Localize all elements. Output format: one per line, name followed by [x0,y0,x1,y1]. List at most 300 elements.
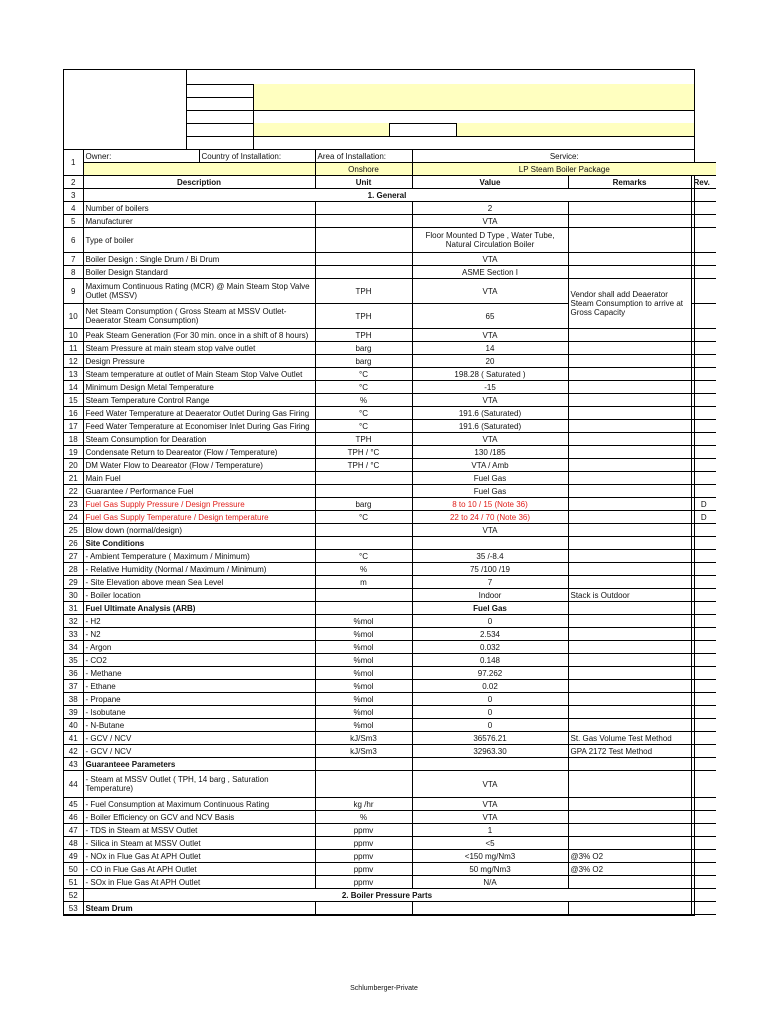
description-cell: - CO2 [83,654,315,667]
table-row [64,563,716,576]
col-unit: Unit [315,176,412,189]
row-number: 32 [64,615,83,628]
row-number: 4 [64,202,83,215]
unit-cell: ppmv [315,850,412,863]
title-row-5 [186,123,694,137]
table-row [64,798,716,811]
description-cell: - Isobutane [83,706,315,719]
row-number: 14 [64,381,83,394]
remarks-cell [568,719,691,732]
description-cell: Fuel Ultimate Analysis (ARB) [83,602,315,615]
value-cell: <150 mg/Nm3 [412,850,568,863]
row-number: 16 [64,407,83,420]
unit-cell: % [315,811,412,824]
rev-cell [691,902,716,915]
remarks-cell [568,381,691,394]
description-cell: Fuel Gas Supply Temperature / Design temperature [83,511,315,524]
remarks-cell [568,253,691,266]
row-number: 8 [64,266,83,279]
description-cell: Fuel Gas Supply Pressure / Design Pressure [83,498,315,511]
value-cell: ASME Section I [412,266,568,279]
remarks-cell [568,811,691,824]
unit-cell: barg [315,355,412,368]
description-cell: Net Steam Consumption ( Gross Steam at MSSV Outlet- Deaerator Steam Consumption) [83,304,315,329]
remarks-cell [568,902,691,915]
title-row-1 [186,70,694,85]
row-number: 1 [64,150,83,176]
value-cell: 75 /100 /19 [412,563,568,576]
unit-cell: °C [315,368,412,381]
table-row [64,824,716,837]
rev-cell [691,279,716,304]
service-value: LP Steam Boiler Package [412,163,716,176]
value-cell: 8 to 10 / 15 (Note 36) [412,498,568,511]
subsection-title: Steam Drum [83,902,315,915]
row-number: 46 [64,811,83,824]
remarks-cell [568,837,691,850]
description-cell: - Site Elevation above mean Sea Level [83,576,315,589]
row-number: 45 [64,798,83,811]
value-cell [412,758,568,771]
table-row [64,189,716,202]
unit-cell: TPH [315,304,412,329]
rev-cell [691,394,716,407]
rev-cell [691,381,716,394]
rev-cell [691,304,716,329]
row-number: 39 [64,706,83,719]
remarks-cell [568,329,691,342]
value-cell: 0 [412,615,568,628]
description-cell: DM Water Flow to Deareator (Flow / Temperature) [83,459,315,472]
rev-cell [691,550,716,563]
row-number: 25 [64,524,83,537]
row-number: 19 [64,446,83,459]
remarks-cell [568,355,691,368]
table-row [64,228,716,253]
unit-cell: %mol [315,706,412,719]
description-cell: - GCV / NCV [83,745,315,758]
value-cell: 65 [412,304,568,329]
rev-cell [691,850,716,863]
row-number: 38 [64,693,83,706]
unit-cell: ppmv [315,824,412,837]
unit-cell: %mol [315,719,412,732]
info-value-row [64,163,716,176]
unit-cell: ppmv [315,876,412,889]
rev-cell [691,228,716,253]
rev-cell [691,407,716,420]
table-row [64,407,716,420]
value-cell [412,902,568,915]
unit-cell: %mol [315,615,412,628]
table-row [64,576,716,589]
table-row [64,472,716,485]
remarks-cell [568,876,691,889]
row-number: 37 [64,680,83,693]
remarks-cell [568,420,691,433]
remarks-cell [568,654,691,667]
value-cell: 1 [412,824,568,837]
description-cell: - N-Butane [83,719,315,732]
table-row [64,771,716,798]
value-cell [412,537,568,550]
row-number: 31 [64,602,83,615]
description-cell: Manufacturer [83,215,315,228]
col-remarks: Remarks [568,176,691,189]
table-row [64,498,716,511]
rev-cell [691,602,716,615]
unit-cell [315,758,412,771]
remarks-cell [568,368,691,381]
row-number: 27 [64,550,83,563]
value-cell: 0 [412,706,568,719]
unit-cell: %mol [315,628,412,641]
row-number: 22 [64,485,83,498]
row-number: 44 [64,771,83,798]
col-description: Description [83,176,315,189]
table-row [64,394,716,407]
row-number: 42 [64,745,83,758]
table-row [64,837,716,850]
row-number: 35 [64,654,83,667]
value-cell: VTA [412,215,568,228]
value-cell: VTA / Amb [412,459,568,472]
owner-country-value [83,163,315,176]
remarks-cell [568,394,691,407]
value-cell: N/A [412,876,568,889]
table-row [64,654,716,667]
description-cell: Steam Pressure at main steam stop valve outlet [83,342,315,355]
value-cell: 198.28 ( Saturated ) [412,368,568,381]
description-cell: - TDS in Steam at MSSV Outlet [83,824,315,837]
description-cell: - Boiler location [83,589,315,602]
description-cell: - Methane [83,667,315,680]
value-cell: Indoor [412,589,568,602]
value-cell: 0.032 [412,641,568,654]
unit-cell: ppmv [315,837,412,850]
description-cell: Peak Steam Generation (For 30 min. once in a shift of 8 hours) [83,329,315,342]
unit-cell: TPH [315,279,412,304]
row-number: 2 [64,176,83,189]
unit-cell: ppmv [315,863,412,876]
logo-area [64,70,187,149]
remarks-cell [568,602,691,615]
row-number: 43 [64,758,83,771]
value-cell: 97.262 [412,667,568,680]
area-label: Area of Installation: [315,150,412,163]
remarks-cell [568,641,691,654]
value-cell: <5 [412,837,568,850]
table-row [64,745,716,758]
unit-cell: °C [315,550,412,563]
unit-cell: TPH / °C [315,459,412,472]
rev-cell [691,641,716,654]
table-row [64,342,716,355]
description-cell: - N2 [83,628,315,641]
rev-cell [691,537,716,550]
table-row [64,550,716,563]
value-cell: -15 [412,381,568,394]
value-cell: 2 [412,202,568,215]
spec-table [64,150,716,915]
rev-cell [691,693,716,706]
subsection-title: Site Conditions [83,537,315,550]
table-row [64,667,716,680]
rev-cell [691,654,716,667]
rev-cell [691,837,716,850]
footer-classification: Schlumberger-Private [350,985,418,992]
unit-cell [315,215,412,228]
unit-cell: kJ/Sm3 [315,745,412,758]
rev-cell [691,472,716,485]
rev-cell: D [691,498,716,511]
description-cell: Feed Water Temperature at Deaerator Outlet During Gas Firing [83,407,315,420]
value-cell: VTA [412,811,568,824]
remarks-cell [568,628,691,641]
remarks-cell [568,433,691,446]
value-cell: 36576.21 [412,732,568,745]
value-cell: VTA [412,394,568,407]
title-row-4 [186,110,694,124]
rev-cell [691,563,716,576]
description-cell: - Boiler Efficiency on GCV and NCV Basis [83,811,315,824]
remarks-cell [568,202,691,215]
value-cell: 130 /185 [412,446,568,459]
unit-cell [315,472,412,485]
description-cell: Boiler Design : Single Drum / Bi Drum [83,253,315,266]
value-cell: VTA [412,279,568,304]
unit-cell [315,537,412,550]
rev-cell [691,706,716,719]
rev-cell [691,732,716,745]
value-cell: VTA [412,329,568,342]
description-cell: Number of boilers [83,202,315,215]
remarks-cell: Vendor shall add Deaerator Steam Consumption to arrive at Gross Capacity [568,279,691,329]
value-cell: 0.02 [412,680,568,693]
description-cell: Minimum Design Metal Temperature [83,381,315,394]
unit-cell [315,902,412,915]
table-row [64,485,716,498]
remarks-cell [568,524,691,537]
rev-cell [691,420,716,433]
rev-cell [691,615,716,628]
table-row [64,889,716,902]
row-number: 40 [64,719,83,732]
table-row [64,329,716,342]
table-row [64,511,716,524]
row-number: 17 [64,420,83,433]
description-cell: - H2 [83,615,315,628]
description-cell: - Silica in Steam at MSSV Outlet [83,837,315,850]
table-row [64,215,716,228]
value-cell: 0 [412,693,568,706]
table-row [64,524,716,537]
row-number: 26 [64,537,83,550]
remarks-cell [568,215,691,228]
remarks-cell [568,266,691,279]
description-cell: Main Fuel [83,472,315,485]
table-row [64,680,716,693]
remarks-cell [568,667,691,680]
description-cell: - Ambient Temperature ( Maximum / Minimum) [83,550,315,563]
value-cell: VTA [412,798,568,811]
unit-cell [315,253,412,266]
row-number: 48 [64,837,83,850]
row-number: 13 [64,368,83,381]
unit-cell: %mol [315,680,412,693]
table-row [64,381,716,394]
unit-cell: TPH [315,433,412,446]
rev-cell [691,485,716,498]
rev-cell [691,863,716,876]
row-number: 36 [64,667,83,680]
row-number: 24 [64,511,83,524]
unit-cell: %mol [315,641,412,654]
row-number: 52 [64,889,83,902]
rev-cell [691,680,716,693]
owner-label: Owner: [83,150,199,163]
rev-cell [691,266,716,279]
value-cell: 2.534 [412,628,568,641]
row-number: 10 [64,304,83,329]
description-cell: - SOx in Flue Gas At APH Outlet [83,876,315,889]
description-cell: - Fuel Consumption at Maximum Continuous Rating [83,798,315,811]
rev-cell [691,524,716,537]
unit-cell [315,202,412,215]
value-cell: 0.148 [412,654,568,667]
row-number: 10 [64,329,83,342]
description-cell: Steam Temperature Control Range [83,394,315,407]
rev-cell [691,667,716,680]
table-row [64,850,716,863]
remarks-cell [568,771,691,798]
row-number: 7 [64,253,83,266]
remarks-cell [568,615,691,628]
value-cell: Floor Mounted D Type , Water Tube, Natural Circulation Boiler [412,228,568,253]
datasheet [63,69,710,916]
column-header-row [64,176,716,189]
rev-cell [691,215,716,228]
remarks-cell [568,693,691,706]
description-cell: Feed Water Temperature at Economiser Inlet During Gas Firing [83,420,315,433]
remarks-cell: St. Gas Volume Test Method [568,732,691,745]
unit-cell: barg [315,498,412,511]
description-cell: - Steam at MSSV Outlet ( TPH, 14 barg , Saturation Temperature) [83,771,315,798]
row-number: 53 [64,902,83,915]
value-cell: 20 [412,355,568,368]
rev-cell [691,628,716,641]
row-number: 9 [64,279,83,304]
value-cell: Fuel Gas [412,485,568,498]
unit-cell: TPH [315,329,412,342]
description-cell: - GCV / NCV [83,732,315,745]
table-row [64,537,716,550]
service-label: Service: [412,150,716,163]
remarks-cell [568,824,691,837]
table-row [64,693,716,706]
rev-cell [691,342,716,355]
table-row [64,811,716,824]
value-cell: 32963.30 [412,745,568,758]
table-row [64,368,716,381]
rev-cell: D [691,511,716,524]
rev-cell [691,758,716,771]
remarks-cell [568,407,691,420]
table-row [64,902,716,915]
unit-cell [315,602,412,615]
rev-cell [691,889,716,902]
row-number: 6 [64,228,83,253]
table-row [64,355,716,368]
remarks-cell [568,680,691,693]
col-rev: Rev. [691,176,716,189]
remarks-cell [568,228,691,253]
row-number: 29 [64,576,83,589]
rev-cell [691,329,716,342]
table-row [64,719,716,732]
unit-cell: barg [315,342,412,355]
remarks-cell: @3% O2 [568,863,691,876]
description-cell: Maximum Continuous Rating (MCR) @ Main Steam Stop Valve Outlet (MSSV) [83,279,315,304]
description-cell: - Ethane [83,680,315,693]
unit-cell: TPH / °C [315,446,412,459]
value-cell: Fuel Gas [412,602,568,615]
rev-cell [691,824,716,837]
remarks-cell [568,758,691,771]
value-cell: 191.6 (Saturated) [412,407,568,420]
unit-cell: % [315,563,412,576]
unit-cell [315,228,412,253]
row-number: 33 [64,628,83,641]
description-cell: - CO in Flue Gas At APH Outlet [83,863,315,876]
row-number: 51 [64,876,83,889]
description-cell: - NOx in Flue Gas At APH Outlet [83,850,315,863]
remarks-cell [568,459,691,472]
unit-cell: kJ/Sm3 [315,732,412,745]
row-number: 50 [64,863,83,876]
row-number: 11 [64,342,83,355]
unit-cell [315,771,412,798]
table-row [64,732,716,745]
unit-cell [315,485,412,498]
unit-cell: °C [315,420,412,433]
remarks-cell [568,511,691,524]
unit-cell [315,589,412,602]
unit-cell: %mol [315,667,412,680]
unit-cell: kg /hr [315,798,412,811]
value-cell: VTA [412,524,568,537]
remarks-cell [568,472,691,485]
table-row [64,279,716,304]
unit-cell: % [315,394,412,407]
description-cell: - Argon [83,641,315,654]
value-cell: 7 [412,576,568,589]
row-number: 23 [64,498,83,511]
remarks-cell [568,563,691,576]
remarks-cell [568,550,691,563]
description-cell: Condensate Return to Deareator (Flow / Temperature) [83,446,315,459]
row-number: 41 [64,732,83,745]
unit-cell [315,266,412,279]
remarks-cell [568,798,691,811]
remarks-cell: GPA 2172 Test Method [568,745,691,758]
rev-cell [691,811,716,824]
table-row [64,433,716,446]
row-number: 21 [64,472,83,485]
title-row-3 [186,97,694,111]
value-cell: VTA [412,253,568,266]
rev-cell [691,202,716,215]
